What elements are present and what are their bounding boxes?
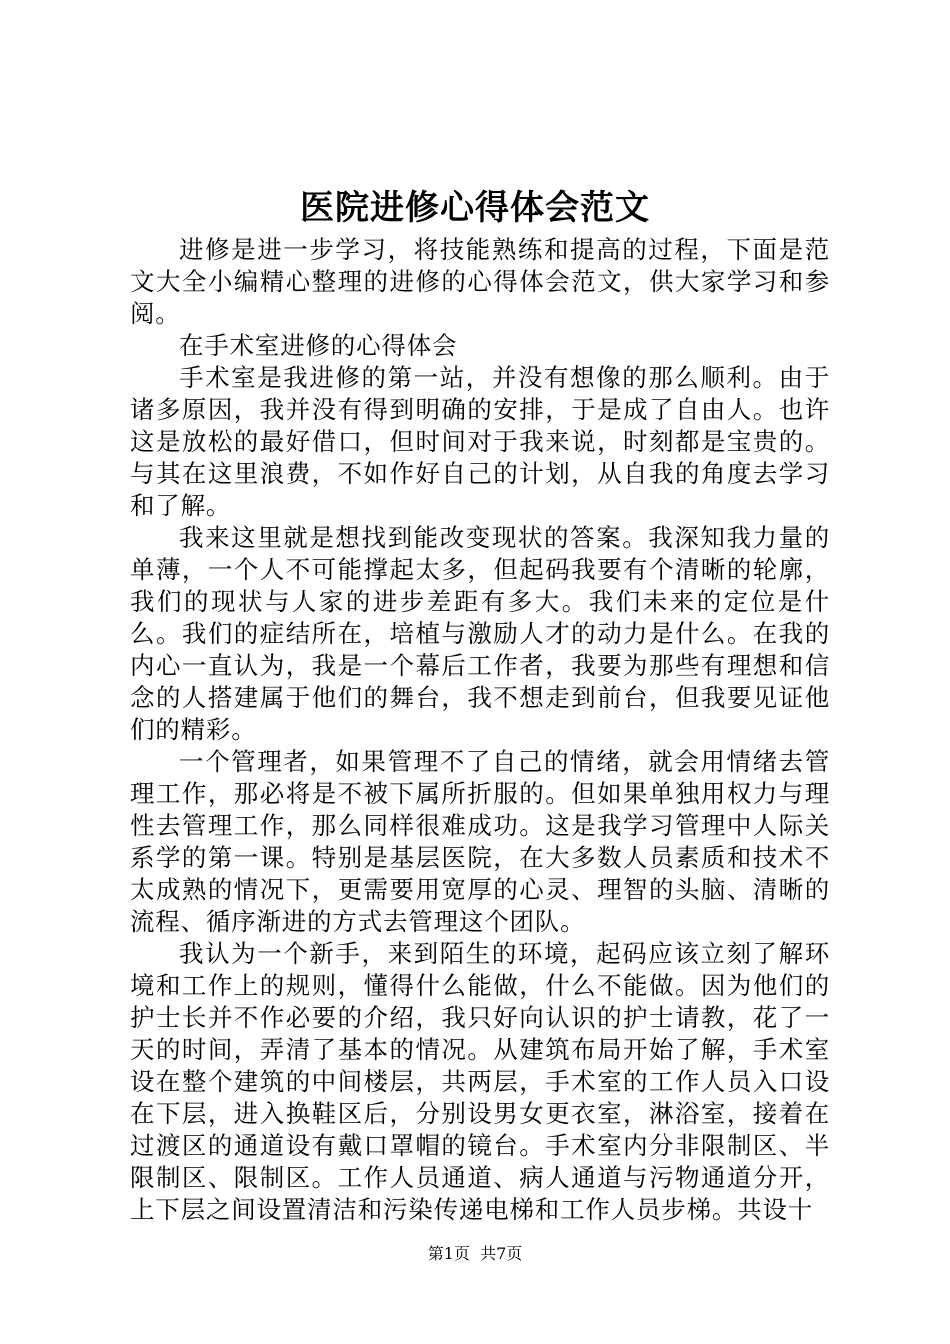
intro-paragraph: 进修是进一步学习，将技能熟练和提高的过程，下面是范文大全小编精心整理的进修的心得体会范文，供大家学习和参阅。 [130,235,830,328]
page-total: 共7页 [480,1244,523,1263]
body-paragraph: 我来这里就是想找到能改变现状的答案。我深知我力量的单薄，一个人不可能撑起太多，但起码我要有个清晰的轮廓，我们的现状与人家的进步差距有多大。我们未来的定位是什么。我们的症结所在，培植与激励人才的动力是什么。在我的内心一直认为，我是一个幕后工作者，我要为那些有理想和信念的人搭建属于他们的舞台，我不想走到前台，但我要见证他们的精彩。 [130,523,830,744]
page-number: 第1页 [427,1244,470,1263]
page-footer [0,1243,950,1265]
section-heading: 在手术室进修的心得体会 [179,331,458,360]
body-paragraph: 手术室是我进修的第一站，并没有想像的那么顺利。由于诸多原因，我并没有得到明确的安排，于是成了自由人。也许这是放松的最好借口，但时间对于我来说，时刻都是宝贵的。与其在这里浪费，不如作好自己的计划，从自我的角度去学习和了解。 [130,363,830,520]
body-paragraph: 我认为一个新手，来到陌生的环境，起码应该立刻了解环境和工作上的规则，懂得什么能做，什么不能做。因为他们的护士长并不作必要的介绍，我只好向认识的护士请教，花了一天的时间，弄清了基本的情况。从建筑布局开始了解，手术室设在整个建筑的中间楼层，共两层，手术室的工作人员入口设在下层，进入换鞋区后，分别设男女更衣室，淋浴室，接着在过渡区的通道设有戴口罩帽的镜台。手术室内分非限制区、半限制区、限制区。工作人员通道、病人通道与污物通道分开，上下层之间设置清洁和污染传递电梯和工作人员步梯。共设十 [130,939,830,1224]
document-title: 医院进修心得体会范文 [300,188,650,228]
document-body [130,234,830,1226]
body-paragraph: 一个管理者，如果管理不了自己的情绪，就会用情绪去管理工作，那必将是不被下属所折服的。但如果单独用权力与理性去管理工作，那么同样很难成功。这是我学习管理中人际关系学的第一课。特别是基层医院，在大多数人员素质和技术不太成熟的情况下，更需要用宽厚的心灵、理智的头脑、清晰的流程、循序渐进的方式去管理这个团队。 [130,747,830,936]
